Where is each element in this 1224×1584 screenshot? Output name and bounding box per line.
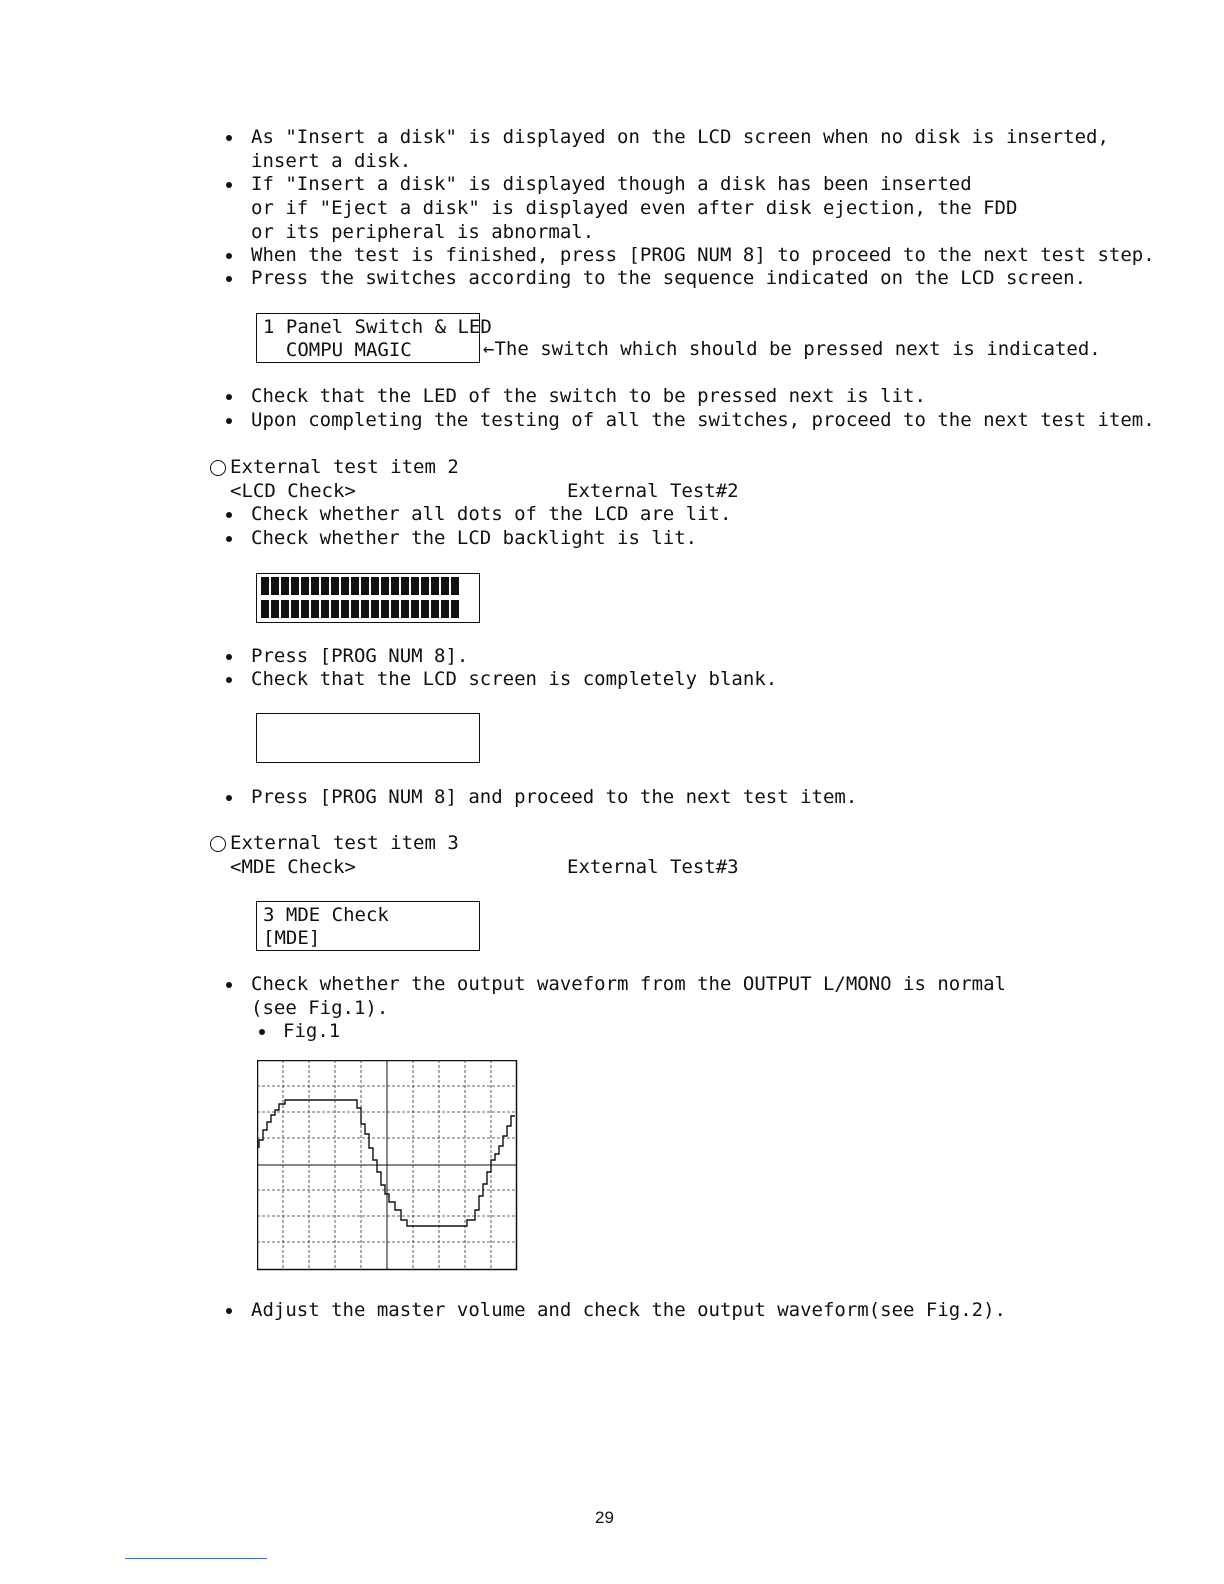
section-heading-circle: [210, 836, 226, 852]
bullet-dot: [226, 418, 232, 424]
lcd-line-1: 1 Panel Switch & LED: [263, 316, 492, 338]
bullet-text: or if "Eject a disk" is displayed even after disk ejection, the FDD: [251, 197, 1018, 219]
bullet-dot: [226, 677, 232, 683]
lcd-dots-row-1: [261, 577, 459, 595]
bullet-text: Check whether the output waveform from the OUTPUT L/MONO is normal: [251, 973, 1006, 995]
bullet-text: Press [PROG NUM 8] and proceed to the next test item.: [251, 786, 858, 808]
bullet-dot: [226, 182, 232, 188]
bullet-dot: [226, 654, 232, 660]
lcd-dots-row-2: [261, 600, 459, 618]
bullet-text: Check whether the LCD backlight is lit.: [251, 527, 698, 549]
bullet-dot: [226, 253, 232, 259]
lcd-display-panel-switch: [256, 313, 492, 363]
lcd-display-all-dots: [256, 573, 480, 623]
bullet-dot: [226, 135, 232, 141]
section-subheading: <MDE Check>: [230, 856, 356, 878]
section-heading: External test item 2: [230, 456, 459, 478]
section-subheading: <LCD Check>: [230, 480, 356, 502]
bullet-text: As "Insert a disk" is displayed on the LCD screen when no disk is inserted,: [251, 126, 1109, 148]
lcd-display-blank: [256, 713, 480, 763]
section-heading: External test item 3: [230, 832, 459, 854]
page-number: 29: [595, 1508, 614, 1527]
figure-label: Fig.1: [283, 1020, 341, 1042]
bullet-text: insert a disk.: [251, 150, 412, 172]
bullet-text: If "Insert a disk" is displayed though a disk has been inserted: [251, 173, 972, 195]
section-heading-circle: [210, 460, 226, 476]
test-label: External Test#3: [567, 856, 739, 878]
bullet-text: or its peripheral is abnormal.: [251, 221, 595, 243]
waveform-figure: [257, 1060, 519, 1272]
bullet-text: Press the switches according to the sequence indicated on the LCD screen.: [251, 267, 1087, 289]
bullet-dot: [226, 982, 232, 988]
footer-rule: [125, 1558, 267, 1559]
bullet-text: Adjust the master volume and check the output waveform(see Fig.2).: [251, 1299, 1006, 1321]
bullet-text: Check that the LED of the switch to be pressed next is lit.: [251, 385, 926, 407]
bullet-dot: [226, 1308, 232, 1314]
bullet-text: Upon completing the testing of all the switches, proceed to the next test item.: [251, 409, 1155, 431]
test-label: External Test#2: [567, 480, 739, 502]
bullet-dot: [226, 795, 232, 801]
bullet-dot: [259, 1029, 265, 1035]
bullet-dot: [226, 536, 232, 542]
lcd-line-1: 3 MDE Check: [263, 904, 389, 926]
bullet-text: (see Fig.1).: [251, 997, 389, 1019]
lcd-line-2: [MDE]: [263, 927, 321, 949]
bullet-text: When the test is finished, press [PROG NUM 8] to proceed to the next test step.: [251, 244, 1155, 266]
lcd-display-mde-check: [256, 901, 480, 951]
bullet-dot: [226, 394, 232, 400]
bullet-text: Check whether all dots of the LCD are lit.: [251, 503, 732, 525]
lcd-line-2: COMPU MAGIC: [263, 339, 412, 361]
bullet-dot: [226, 512, 232, 518]
lcd-note: ←The switch which should be pressed next is indicated.: [483, 338, 1101, 360]
bullet-text: Press [PROG NUM 8].: [251, 645, 469, 667]
bullet-dot: [226, 276, 232, 282]
bullet-text: Check that the LCD screen is completely blank.: [251, 668, 778, 690]
